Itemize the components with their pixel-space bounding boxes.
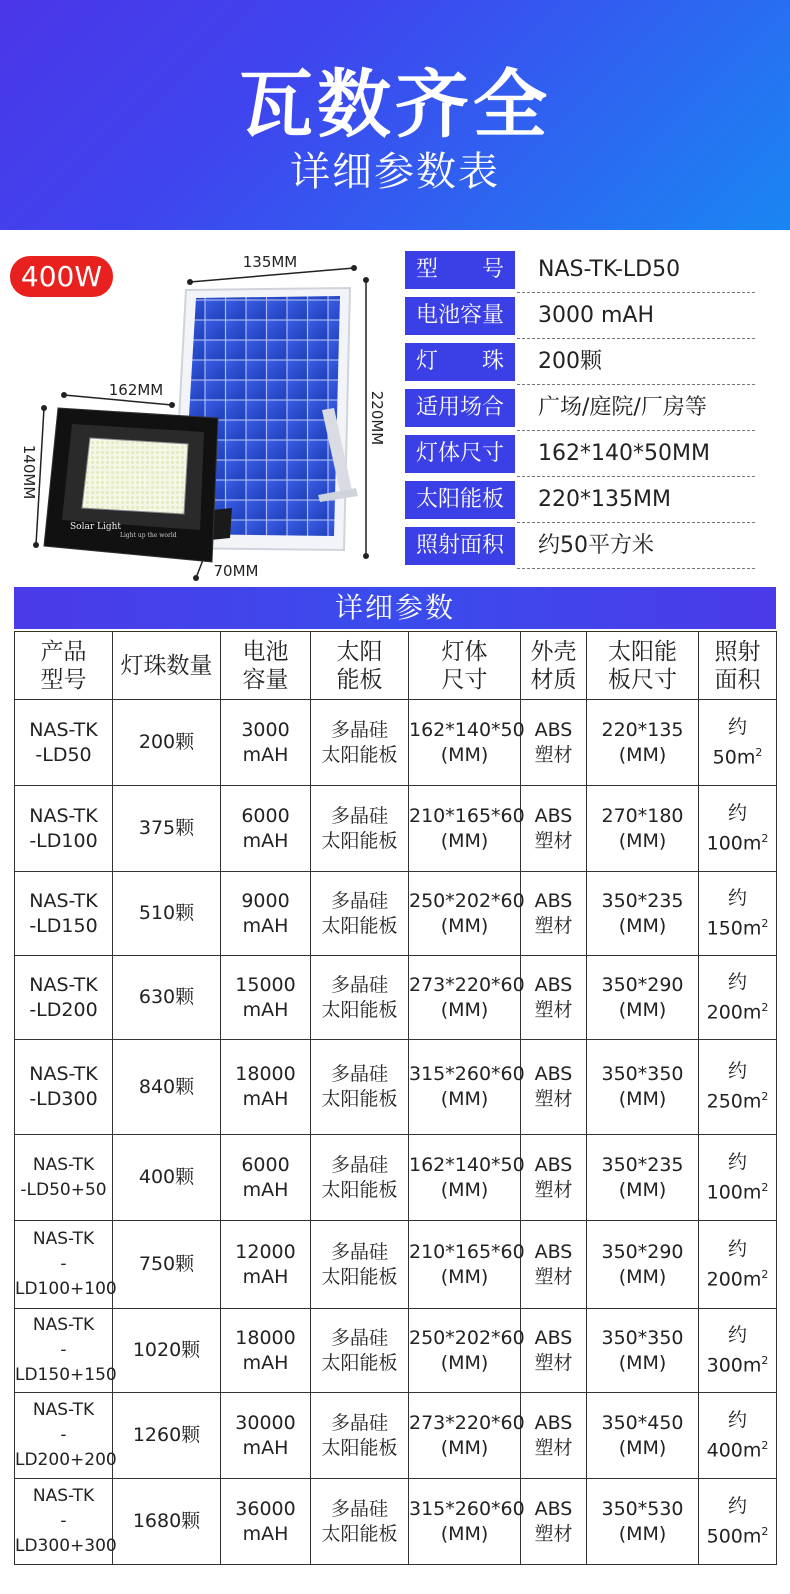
battery-cell: 12000 mAH bbox=[221, 1221, 311, 1309]
table-row bbox=[15, 956, 777, 1040]
area-cell: 约 $150m^2$ bbox=[699, 872, 777, 956]
column-header: 产品 型号 bbox=[15, 632, 113, 700]
body-size-cell: 273*220*60 (MM) bbox=[409, 1393, 521, 1479]
body-size-cell: 250*202*60 (MM) bbox=[409, 1309, 521, 1393]
column-header: 太阳 能板 bbox=[311, 632, 409, 700]
shell-cell: ABS 塑材 bbox=[521, 1040, 587, 1135]
spec-row bbox=[405, 389, 755, 427]
body-size-cell: 315*260*60 (MM) bbox=[409, 1479, 521, 1565]
battery-cell: 6000 mAH bbox=[221, 786, 311, 872]
table-row bbox=[15, 1393, 777, 1479]
panel-size-cell: 350*290 (MM) bbox=[587, 956, 699, 1040]
spec-divider bbox=[517, 292, 755, 293]
spec-value: 220*135MM bbox=[538, 487, 671, 512]
panel-type-cell: 多晶硅 太阳能板 bbox=[311, 1221, 409, 1309]
lamp-width-dimension bbox=[61, 381, 175, 408]
battery-cell: 15000 mAH bbox=[221, 956, 311, 1040]
body-size-cell: 273*220*60 (MM) bbox=[409, 956, 521, 1040]
beads-cell: 375颗 bbox=[113, 786, 221, 872]
spec-row bbox=[405, 481, 755, 519]
body-size-cell: 210*165*60 (MM) bbox=[409, 1221, 521, 1309]
panel-size-cell: 270*180 (MM) bbox=[587, 786, 699, 872]
beads-cell: 750颗 bbox=[113, 1221, 221, 1309]
area-cell: 约 $250m^2$ bbox=[699, 1040, 777, 1135]
spec-row bbox=[405, 435, 755, 473]
panel-width-dimension bbox=[187, 253, 357, 285]
model-cell: NAS-TK -LD50 bbox=[15, 700, 113, 786]
beads-cell: 840颗 bbox=[113, 1040, 221, 1135]
battery-cell: 18000 mAH bbox=[221, 1309, 311, 1393]
lamp-height-label: 140MM bbox=[20, 444, 38, 500]
spec-key: 适用场合 bbox=[405, 389, 515, 427]
spec-key: 照射面积 bbox=[405, 527, 515, 565]
shell-cell: ABS 塑材 bbox=[521, 1479, 587, 1565]
panel-size-cell: 350*235 (MM) bbox=[587, 1135, 699, 1221]
body-size-cell: 210*165*60 (MM) bbox=[409, 786, 521, 872]
model-cell: NAS-TK -LD200 bbox=[15, 956, 113, 1040]
spec-value: 约50平方米 bbox=[538, 533, 654, 558]
battery-cell: 3000 mAH bbox=[221, 700, 311, 786]
panel-type-cell: 多晶硅 太阳能板 bbox=[311, 1309, 409, 1393]
battery-cell: 30000 mAH bbox=[221, 1393, 311, 1479]
beads-cell: 400颗 bbox=[113, 1135, 221, 1221]
banner-subtitle: 详细参数表 bbox=[290, 149, 500, 195]
spec-key: 灯体尺寸 bbox=[405, 435, 515, 473]
beads-cell: 1020颗 bbox=[113, 1309, 221, 1393]
spec-value: 162*140*50MM bbox=[538, 441, 710, 466]
spec-key: 灯 珠 bbox=[405, 343, 515, 381]
spec-key: 电池容量 bbox=[405, 297, 515, 335]
area-cell: 约 $50m^2$ bbox=[699, 700, 777, 786]
spec-value: 广场/庭院/厂房等 bbox=[538, 395, 707, 420]
spec-divider bbox=[517, 384, 755, 385]
panel-size-cell: 350*235 (MM) bbox=[587, 872, 699, 956]
table-row bbox=[15, 1479, 777, 1565]
body-size-cell: 250*202*60 (MM) bbox=[409, 872, 521, 956]
battery-cell: 18000 mAH bbox=[221, 1040, 311, 1135]
column-header: 太阳能 板尺寸 bbox=[587, 632, 699, 700]
shell-cell: ABS 塑材 bbox=[521, 786, 587, 872]
spec-value: 3000 mAH bbox=[538, 303, 655, 328]
spec-key: 型 号 bbox=[405, 251, 515, 289]
panel-size-cell: 350*350 (MM) bbox=[587, 1040, 699, 1135]
panel-type-cell: 多晶硅 太阳能板 bbox=[311, 700, 409, 786]
column-header: 电池 容量 bbox=[221, 632, 311, 700]
model-cell: NAS-TK -LD100+100 bbox=[15, 1221, 113, 1309]
spec-divider bbox=[517, 568, 755, 569]
beads-cell: 510颗 bbox=[113, 872, 221, 956]
beads-cell: 630颗 bbox=[113, 956, 221, 1040]
spec-divider bbox=[517, 476, 755, 477]
table-row bbox=[15, 1221, 777, 1309]
lamp-depth-label: 70MM bbox=[213, 562, 259, 580]
beads-cell: 1260颗 bbox=[113, 1393, 221, 1479]
body-size-cell: 162*140*50 (MM) bbox=[409, 1135, 521, 1221]
model-cell: NAS-TK -LD200+200 bbox=[15, 1393, 113, 1479]
lamp-brand-text: Solar Light bbox=[70, 522, 122, 532]
spec-row bbox=[405, 297, 755, 335]
panel-size-cell: 350*530 (MM) bbox=[587, 1479, 699, 1565]
area-cell: 约 $100m^2$ bbox=[699, 786, 777, 872]
panel-size-cell: 350*450 (MM) bbox=[587, 1393, 699, 1479]
product-illustration bbox=[0, 240, 390, 590]
panel-size-cell: 350*290 (MM) bbox=[587, 1221, 699, 1309]
shell-cell: ABS 塑材 bbox=[521, 700, 587, 786]
lamp-width-label: 162MM bbox=[108, 381, 164, 399]
spec-divider bbox=[517, 430, 755, 431]
column-header: 外壳 材质 bbox=[521, 632, 587, 700]
panel-type-cell: 多晶硅 太阳能板 bbox=[311, 786, 409, 872]
column-header: 灯珠数量 bbox=[113, 632, 221, 700]
shell-cell: ABS 塑材 bbox=[521, 1309, 587, 1393]
panel-height-dimension bbox=[363, 277, 386, 559]
table-header-row bbox=[15, 632, 777, 700]
flood-lamp bbox=[44, 408, 232, 562]
model-cell: NAS-TK -LD150 bbox=[15, 872, 113, 956]
model-cell: NAS-TK -LD150+150 bbox=[15, 1309, 113, 1393]
spec-key: 太阳能板 bbox=[405, 481, 515, 519]
table-row bbox=[15, 1309, 777, 1393]
spec-value: 200颗 bbox=[538, 349, 602, 374]
model-cell: NAS-TK -LD50+50 bbox=[15, 1135, 113, 1221]
table-row bbox=[15, 1135, 777, 1221]
shell-cell: ABS 塑材 bbox=[521, 1221, 587, 1309]
spec-value: NAS-TK-LD50 bbox=[538, 257, 681, 282]
panel-width-label: 135MM bbox=[242, 253, 298, 271]
shell-cell: ABS 塑材 bbox=[521, 956, 587, 1040]
area-cell: 约 $500m^2$ bbox=[699, 1479, 777, 1565]
area-cell: 约 $100m^2$ bbox=[699, 1135, 777, 1221]
column-header: 照射 面积 bbox=[699, 632, 777, 700]
model-cell: NAS-TK -LD300+300 bbox=[15, 1479, 113, 1565]
body-size-cell: 162*140*50 (MM) bbox=[409, 700, 521, 786]
watt-badge: 400W bbox=[10, 256, 113, 297]
table-row bbox=[15, 872, 777, 956]
parameter-table bbox=[14, 631, 777, 1565]
spec-divider bbox=[517, 338, 755, 339]
area-cell: 约 $300m^2$ bbox=[699, 1309, 777, 1393]
shell-cell: ABS 塑材 bbox=[521, 1135, 587, 1221]
model-cell: NAS-TK -LD300 bbox=[15, 1040, 113, 1135]
area-cell: 约 $200m^2$ bbox=[699, 1221, 777, 1309]
spec-row bbox=[405, 251, 755, 289]
table-title: 详细参数 bbox=[14, 587, 776, 629]
panel-type-cell: 多晶硅 太阳能板 bbox=[311, 1040, 409, 1135]
model-cell: NAS-TK -LD100 bbox=[15, 786, 113, 872]
table-row bbox=[15, 786, 777, 872]
column-header: 灯体 尺寸 bbox=[409, 632, 521, 700]
spec-row bbox=[405, 343, 755, 381]
lamp-slogan-text: Light up the world bbox=[120, 532, 177, 539]
shell-cell: ABS 塑材 bbox=[521, 1393, 587, 1479]
panel-height-label: 220MM bbox=[368, 390, 386, 446]
panel-size-cell: 220*135 (MM) bbox=[587, 700, 699, 786]
table-row bbox=[15, 1040, 777, 1135]
panel-type-cell: 多晶硅 太阳能板 bbox=[311, 956, 409, 1040]
banner-title: 瓦数齐全 bbox=[239, 62, 551, 148]
battery-cell: 6000 mAH bbox=[221, 1135, 311, 1221]
battery-cell: 9000 mAH bbox=[221, 872, 311, 956]
spec-divider bbox=[517, 522, 755, 523]
shell-cell: ABS 塑材 bbox=[521, 872, 587, 956]
panel-type-cell: 多晶硅 太阳能板 bbox=[311, 1135, 409, 1221]
table-row bbox=[15, 700, 777, 786]
area-cell: 约 $200m^2$ bbox=[699, 956, 777, 1040]
beads-cell: 200颗 bbox=[113, 700, 221, 786]
panel-type-cell: 多晶硅 太阳能板 bbox=[311, 872, 409, 956]
beads-cell: 1680颗 bbox=[113, 1479, 221, 1565]
body-size-cell: 315*260*60 (MM) bbox=[409, 1040, 521, 1135]
panel-type-cell: 多晶硅 太阳能板 bbox=[311, 1479, 409, 1565]
area-cell: 约 $400m^2$ bbox=[699, 1393, 777, 1479]
lamp-height-dimension bbox=[20, 405, 47, 548]
panel-size-cell: 350*350 (MM) bbox=[587, 1309, 699, 1393]
spec-row bbox=[405, 527, 755, 565]
panel-type-cell: 多晶硅 太阳能板 bbox=[311, 1393, 409, 1479]
battery-cell: 36000 mAH bbox=[221, 1479, 311, 1565]
banner bbox=[0, 0, 790, 230]
